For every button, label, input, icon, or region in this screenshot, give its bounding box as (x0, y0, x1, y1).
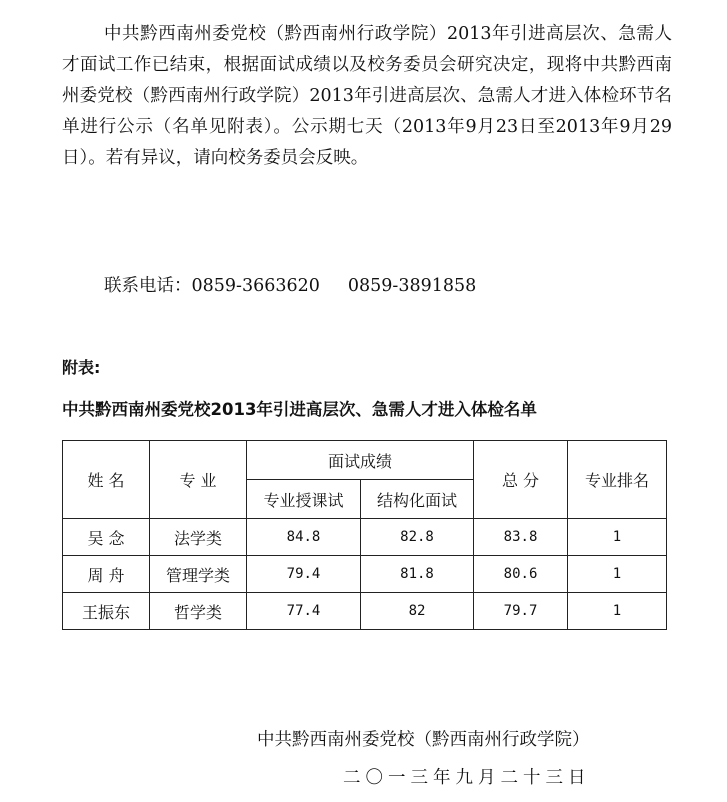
cell-lecture-score: 84.8 (247, 519, 361, 556)
table-row (63, 593, 667, 630)
cell-major: 管理学类 (150, 556, 247, 593)
table-title: 中共黔西南州委党校2013年引进高层次、急需人才进入体检名单 (62, 400, 537, 419)
cell-rank: 1 (568, 593, 667, 630)
appendix-label: 附表: (62, 358, 101, 377)
header-total: 总 分 (474, 441, 568, 519)
header-row-1 (63, 441, 667, 480)
results-table (62, 440, 667, 630)
phone-number-1: 0859-3663620 (191, 276, 320, 296)
contact-line (104, 271, 476, 302)
phone-number-2: 0859-3891858 (347, 276, 477, 296)
contact-label: 联系电话： (104, 276, 192, 296)
cell-rank: 1 (568, 519, 667, 556)
signature-organization: 中共黔西南州委党校（黔西南州行政学院） (257, 730, 590, 750)
cell-name: 周 舟 (63, 556, 150, 593)
cell-name: 吴 念 (63, 519, 150, 556)
signature-date: 二〇一三年九月二十三日 (343, 768, 591, 788)
header-interview-scores: 面试成绩 (247, 441, 474, 480)
notice-body: 中共黔西南州委党校（黔西南州行政学院）2013年引进高层次、急需人才面试工作已结束，根据面试成绩以及校务委员会研究决定，现将中共黔西南州委党校（黔西南州行政学院）2013年引进高层次、急需人才进入体检环节名单进行公示（名单见附表）。公示期七天（2013年9月23日至2013年9月29日）。若有异议，请向校务委员会反映。 (62, 24, 672, 168)
cell-lecture-score: 79.4 (247, 556, 361, 593)
table-row (63, 519, 667, 556)
cell-total-score: 79.7 (474, 593, 568, 630)
cell-total-score: 80.6 (474, 556, 568, 593)
cell-major: 哲学类 (150, 593, 247, 630)
cell-name: 王振东 (63, 593, 150, 630)
cell-rank: 1 (568, 556, 667, 593)
header-lecture-test: 专业授课试 (247, 480, 361, 519)
header-rank: 专业排名 (568, 441, 667, 519)
cell-structured-score: 81.8 (361, 556, 474, 593)
cell-total-score: 83.8 (474, 519, 568, 556)
cell-structured-score: 82 (361, 593, 474, 630)
header-structured-interview: 结构化面试 (361, 480, 474, 519)
header-name: 姓 名 (63, 441, 150, 519)
cell-lecture-score: 77.4 (247, 593, 361, 630)
cell-structured-score: 82.8 (361, 519, 474, 556)
cell-major: 法学类 (150, 519, 247, 556)
header-major: 专 业 (150, 441, 247, 519)
table-row (63, 556, 667, 593)
